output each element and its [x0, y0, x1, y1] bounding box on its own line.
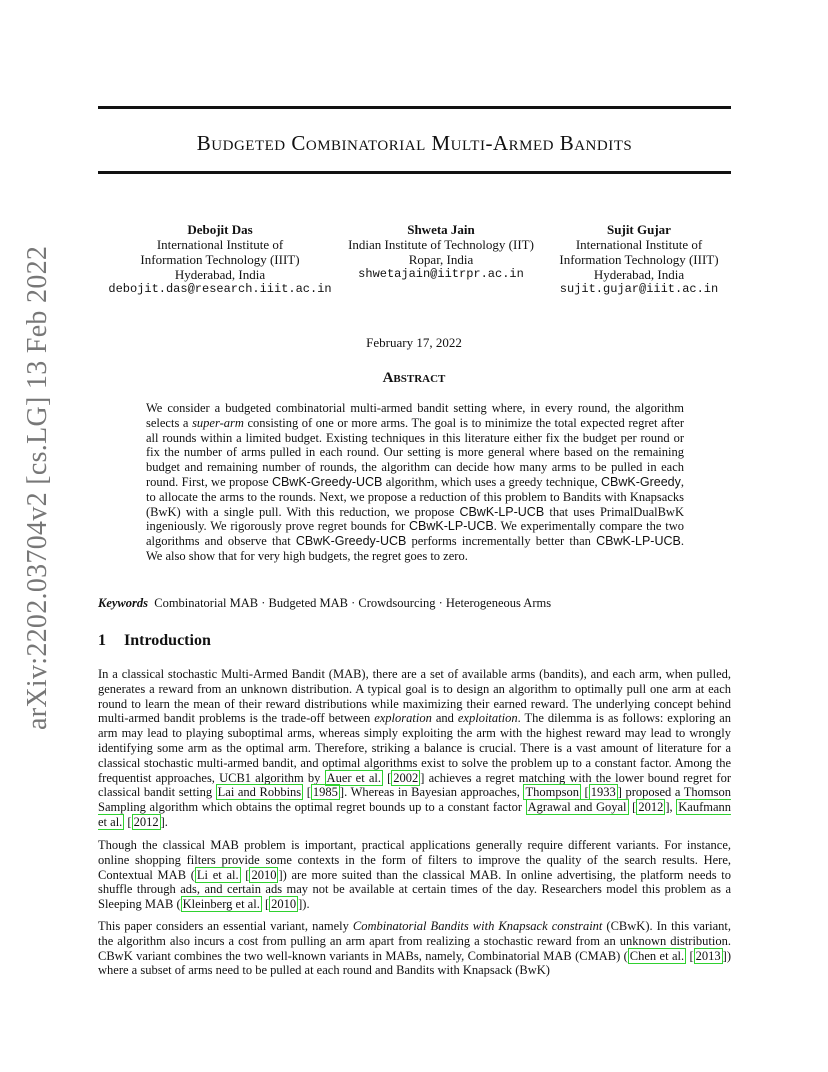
algorithm-name: CBwK-LP-UCB [459, 504, 545, 519]
citation-year-link[interactable]: 2013 [695, 948, 721, 963]
algorithm-name: CBwK-Greedy [600, 474, 681, 489]
algorithm-name: CBwK-LP-UCB [596, 534, 681, 549]
author-email[interactable]: debojit.das@research.iiit.ac.in [108, 282, 332, 296]
keywords-line [98, 596, 731, 611]
citation-year-link[interactable]: 2002 [393, 770, 419, 785]
author-affiliation: Information Technology (IIIT) [559, 252, 719, 267]
section-number: 1 [98, 632, 106, 649]
section-heading [98, 632, 211, 650]
abstract-text: We consider a budgeted combinatorial multi-armed bandit setting where, in every round, the algorithm selects a super-arm consisting of one or more arms. The goal is to minimize the total expected regret after all rounds within a limited budget. Existing techniques in this literature either fix the budget per round or fix the number of arms pulled in each round. Our setting is more general where based on the remaining budget and remaining number of rounds, the algorithm can decide how many arms to be pulled in each round. First, we propose CBwK-Greedy-UCB algorithm, which uses a greedy technique, CBwK-Greedy, to allocate the arms to the rounds. Next, we propose a reduction of this problem to Bandits with Knapsacks (BwK) with a single pull. With this reduction, we propose CBwK-LP-UCB that uses PrimalDualBwK ingeniously. We rigorously prove regret bounds for CBwK-LP-UCB. We experimentally compare the two algorithms and observe that CBwK-Greedy-UCB performs incrementally better than CBwK-LP-UCB. We also show that for very high budgets, the regret goes to zero. [146, 401, 685, 563]
citation-link[interactable]: Kleinberg et al. [182, 897, 260, 912]
author-affiliation: Indian Institute of Technology (IIT) [348, 237, 534, 252]
author-block-2 [331, 222, 551, 282]
paper-title: Budgeted Combinatorial Multi-Armed Bandits [196, 131, 633, 155]
paper-date: February 17, 2022 [366, 335, 462, 350]
intro-paragraph-1: In a classical stochastic Multi-Armed Bandit (MAB), there are a set of available arms (bandits), and each arm, when pulled, generates a reward from an unknown distribution. A typical goal is to design an algorithm to optimally pull one arm at each round to learn the mean of their reward distributions while maximizing their earned reward. The underlying concept behind multi-armed bandit problems is the trade-off between exploration and exploitation. The dilemma is as follows: exploring an arm may lead to playing suboptimal arms, whereas simply exploiting the arm with the highest reward may lead to wrongly identifying some arm as the optimal arm. Therefore, striking a balance is crucial. There is a vast amount of literature for a classical stochastic multi-armed bandit, and optimal algorithms exist to solve the problem up to a constant factor. Among the frequentist approaches, UCB1 algorithm by Auer et al. [ 2002 ] achieves a regret matching with the lower bound regret for classical bandit setting Lai and Robbins [ 1985 ]. Whereas in Bayesian approaches, Thompson [ 1933 ] proposed a Thomson Sampling algorithm which obtains the optimal regret bounds up to a constant factor Agrawal and Goyal [ 2012 ], Kaufmann et al. [ 2012 ]. [98, 667, 732, 829]
citation-year-link[interactable]: 2010 [251, 867, 277, 882]
citation-year-link[interactable]: 2012 [638, 800, 664, 815]
title-rule-bottom [98, 171, 731, 174]
author-location: Hyderabad, India [174, 267, 266, 282]
citation-year-link[interactable]: 2012 [133, 814, 159, 829]
abstract-heading: Abstract [382, 370, 446, 386]
citation-link[interactable]: Agrawal and Goyal [527, 800, 627, 815]
author-affiliation: International Institute of [156, 237, 284, 252]
author-email[interactable]: sujit.gujar@iiit.ac.in [559, 282, 719, 296]
arxiv-stamp: arXiv:2202.03704v2 [cs.LG] 13 Feb 2022 [22, 245, 53, 730]
intro-paragraph-3: This paper considers an essential variant, namely Combinatorial Bandits with Knapsack constraint (CBwK). In this variant, the algorithm also incurs a cost from pulling an arm apart from realizing a stochastic reward from an unknown distribution. CBwK variant combines the two well-known variants in MABs, namely, Combinatorial MAB (CMAB) ( Chen et al. [ 2013 ]) where a subset of arms need to be pulled at each round and Bandits with Knapsack (BwK) [98, 919, 732, 978]
keywords-label: Keywords [98, 596, 148, 610]
algorithm-name: CBwK-Greedy-UCB [271, 474, 383, 489]
author-affiliation: International Institute of [575, 237, 703, 252]
author-location: Hyderabad, India [593, 267, 685, 282]
author-block-3 [545, 222, 733, 297]
title-rule-top [98, 106, 731, 109]
citation-year-link[interactable]: 1985 [312, 785, 338, 800]
author-location: Ropar, India [408, 252, 474, 267]
keywords-list: Combinatorial MAB · Budgeted MAB · Crowdsourcing · Heterogeneous Arms [154, 596, 552, 610]
author-email[interactable]: shwetajain@iitrpr.ac.in [358, 267, 524, 281]
algorithm-name: CBwK-Greedy-UCB [295, 534, 407, 549]
citation-link[interactable]: Thompson [525, 785, 579, 800]
citation-year-link[interactable]: 2010 [271, 897, 297, 912]
citation-link[interactable]: Kaufmann et al. [98, 800, 732, 829]
intro-paragraph-2: Though the classical MAB problem is important, practical applications generally require different variants. For instance, online shopping filters provide some contexts in the form of filters to improve the quality of the search results. Here, Contextual MAB ( Li et al. [ 2010 ]) are more suited than the classical MAB. In online advertising, the platform needs to shuffle through ads, and certain ads may not be available at certain times of the day. Researchers model this problem as a Sleeping MAB ( Kleinberg et al. [ 2010 ]). [98, 838, 731, 912]
citation-year-link[interactable]: 1933 [590, 785, 616, 800]
citation-link[interactable]: Lai and Robbins [217, 785, 302, 800]
author-name: Shweta Jain [407, 222, 475, 237]
citation-link[interactable]: Li et al. [196, 867, 239, 882]
author-block-1 [100, 222, 340, 297]
author-name: Debojit Das [187, 222, 253, 237]
author-name: Sujit Gujar [607, 222, 671, 237]
algorithm-name: CBwK-LP-UCB [409, 519, 494, 534]
citation-link[interactable]: Chen et al. [629, 948, 685, 963]
section-title: Introduction [124, 632, 211, 649]
citation-link[interactable]: Auer et al. [326, 770, 381, 785]
author-affiliation: Information Technology (IIIT) [140, 252, 300, 267]
